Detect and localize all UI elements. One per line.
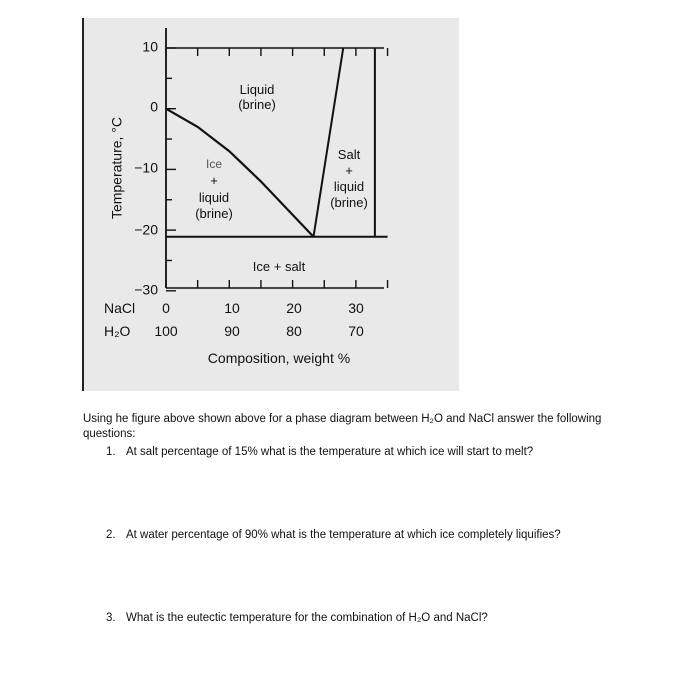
x-tick-label: 90 (224, 323, 240, 339)
x-tick-label: 70 (348, 323, 364, 339)
region-ice-liquid: + (210, 173, 218, 188)
y-tick-label: 10 (142, 38, 158, 55)
y-axis-label: Temperature, °C (108, 116, 125, 220)
question-number: 3. (106, 612, 116, 624)
question-number: 1. (106, 446, 116, 458)
region-ice-liquid: (brine) (195, 206, 233, 221)
region-liquid: (brine) (238, 97, 276, 112)
x-tick-label: 20 (286, 300, 302, 316)
y-tick-label: −10 (134, 159, 158, 176)
questions-intro: Using he figure above shown above for a phase diagram between H₂O and NaCl answer the following questions: (83, 413, 602, 440)
ice-liquidus-curve (166, 109, 313, 237)
region-ice-salt: Ice + salt (252, 259, 306, 274)
phase-diagram (84, 18, 459, 391)
x-tick-label: 100 (154, 323, 178, 339)
region-ice-liquid: Ice (205, 157, 223, 171)
question-1 (106, 446, 533, 458)
x-tick-label: 10 (224, 300, 240, 316)
region-salt-liquid: (brine) (330, 195, 368, 210)
question-2 (106, 529, 561, 541)
x-row-label-h2o: H₂O (104, 323, 131, 339)
question-3 (106, 612, 488, 624)
region-salt-liquid: Salt (337, 147, 361, 162)
region-salt-liquid: liquid (333, 179, 365, 194)
x-row-label-nacl: NaCl (104, 300, 136, 316)
region-ice-liquid: liquid (198, 190, 230, 205)
x-tick-label: 0 (162, 300, 170, 316)
x-tick-label: 80 (286, 323, 302, 339)
question-text: At salt percentage of 15% what is the temperature at which ice will start to melt? (126, 446, 534, 458)
region-liquid: Liquid (239, 82, 275, 97)
y-tick-label: 0 (150, 98, 158, 115)
question-text: At water percentage of 90% what is the temperature at which ice completely liquifies? (126, 529, 561, 541)
region-salt-liquid: + (345, 163, 353, 178)
y-tick-label: −20 (134, 221, 158, 238)
question-number: 2. (106, 529, 116, 541)
question-text: What is the eutectic temperature for the combination of H₂O and NaCl? (126, 612, 488, 624)
x-tick-label: 30 (348, 300, 364, 316)
y-tick-label: −30 (134, 281, 158, 298)
phase-diagram-figure (82, 18, 459, 391)
x-axis-label: Composition, weight % (207, 350, 351, 366)
